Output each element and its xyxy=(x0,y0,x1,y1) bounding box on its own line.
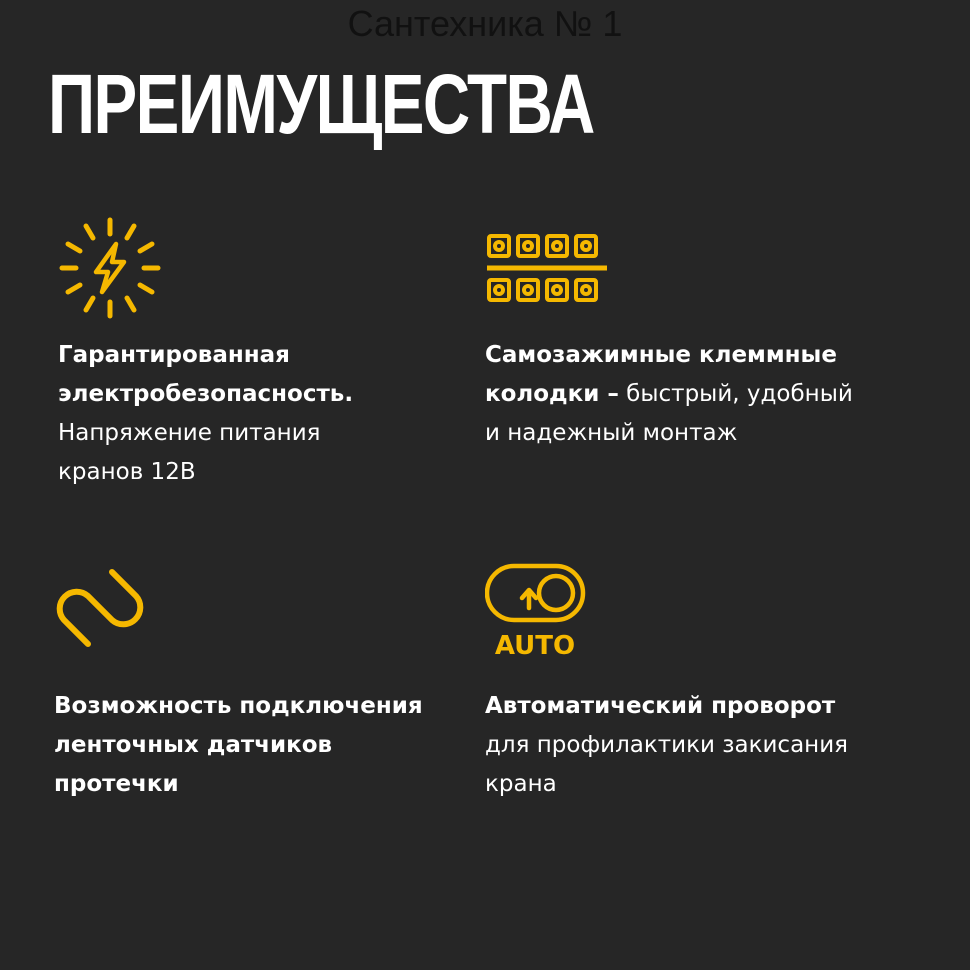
feature-title-line: Самозажимные клеммные xyxy=(485,342,837,368)
auto-rotate-icon xyxy=(485,560,589,668)
feature-desc-line: для профилактики закисания xyxy=(485,732,848,758)
sensor-tape-icon xyxy=(54,560,154,658)
store-name: Сантехника № 1 xyxy=(347,3,623,44)
feature-title-line: электробезопасность. xyxy=(58,381,354,407)
feature-desc-line: и надежный монтаж xyxy=(485,420,738,446)
feature-title-line: Возможность подключения xyxy=(54,693,423,719)
auto-label: AUTO xyxy=(494,631,576,661)
lightning-sun-icon xyxy=(58,216,162,324)
feature-title-fragment: колодки – xyxy=(485,381,619,407)
feature-title-line: протечки xyxy=(54,771,179,797)
feature-title-line: ленточных датчиков xyxy=(54,732,333,758)
feature-desc-fragment: быстрый, удобный xyxy=(618,381,853,407)
feature-desc-line: кранов 12В xyxy=(58,459,196,485)
feature-mixed-line xyxy=(485,375,853,414)
terminal-block-icon xyxy=(485,216,609,310)
page-title: ПРЕИМУЩЕСТВА xyxy=(48,57,594,151)
feature-title-line: Гарантированная xyxy=(58,342,290,368)
feature-title-line: Автоматический проворот xyxy=(485,693,836,719)
feature-desc-line: Напряжение питания xyxy=(58,420,321,446)
feature-desc-line: крана xyxy=(485,771,557,797)
